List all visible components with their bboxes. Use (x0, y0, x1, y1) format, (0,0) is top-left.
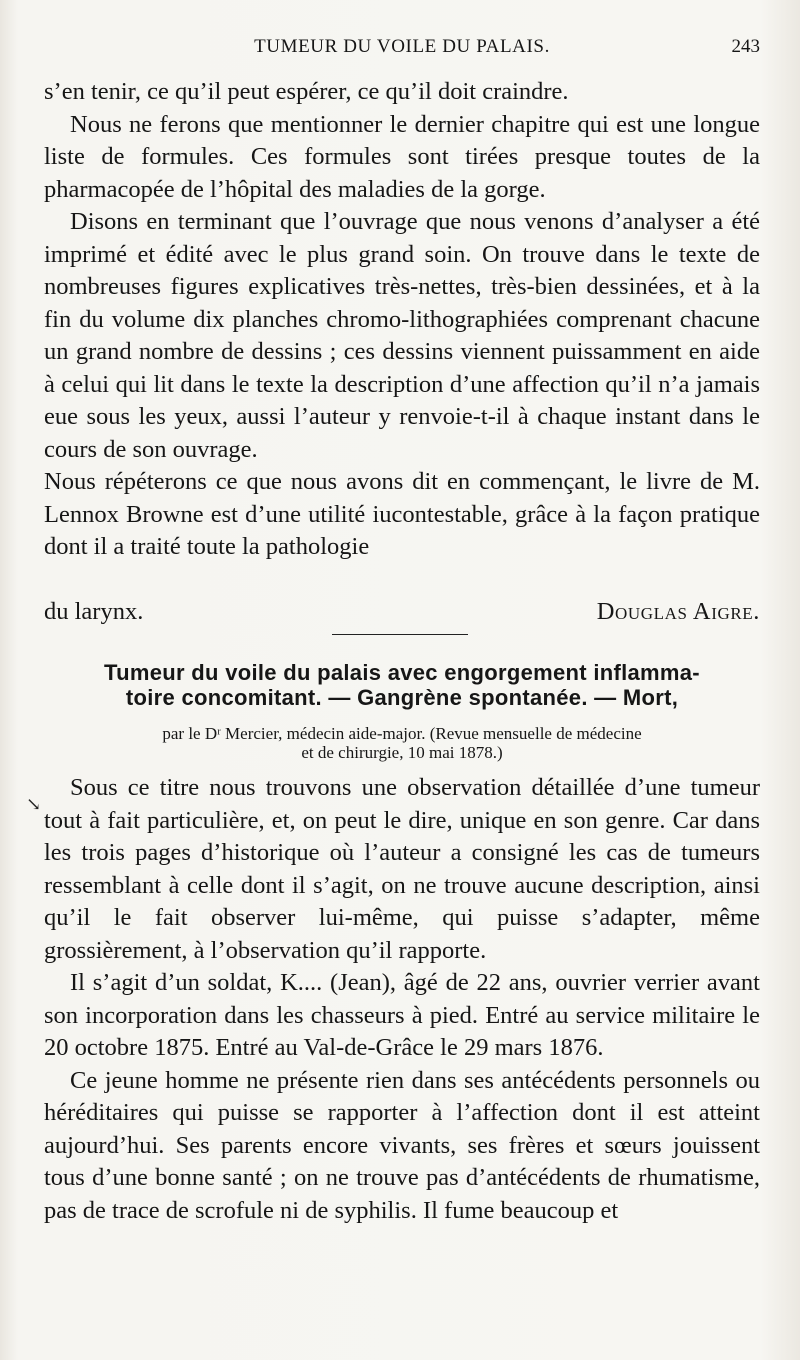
article-title (44, 660, 760, 710)
author-signature: Douglas Aigre. (596, 598, 760, 625)
paragraph: Disons en terminant que l’ouvrage que nous venons d’analyser a été imprimé et édité avec le plus grand soin. On trouve dans le texte de nombreuses figures explicatives très-nettes, très-bien dessinées, et à la fin du volume dix planches chromo-lithographiées comprenant chacune un grand nombre de dessins ; ces dessins viennent puissamment en aide à celui qui lit dans le texte la description d’une affection qu’il n’a jamais eue sous les yeux, aussi l’auteur y renvoie-t-il à chaque instant dans le cours de son ouvrage. (44, 208, 760, 463)
review-conclusion (44, 76, 760, 564)
page-number: 243 (731, 36, 760, 57)
article-body (44, 772, 760, 1227)
paragraph: Nous ne ferons que mentionner le dernier chapitre qui est une longue liste de formules. Ces formules sont tirées presque toutes de la pharmacopée de l’hôpital des maladies de la gorge. (44, 110, 760, 203)
title-line: Tumeur du voile du palais avec engorgement inflamma- (104, 660, 700, 685)
paragraph-end: du larynx. (44, 598, 144, 625)
byline-line: et de chirurgie, 10 mai 1878.) (301, 743, 503, 762)
paragraph: Il s’agit d’un soldat, K.... (Jean), âgé de 22 ans, ouvrier verrier avant son incorporation dans les chasseurs à pied. Entré au service militaire le 20 octobre 1875. Entré au Val-de-Grâce le 29 mars 1876. (44, 969, 760, 1061)
paragraph: s’en tenir, ce qu’il peut espérer, ce qu’il doit craindre. (44, 78, 569, 105)
paragraph: Nous répéterons ce que nous avons dit en commençant, le livre de M. Lennox Browne est d’une utilité iucontestable, grâce à la façon pratique dont il a traité toute la pathologie (44, 468, 760, 560)
article-byline (44, 724, 760, 762)
page-header (44, 36, 760, 66)
running-title: TUMEUR DU VOILE DU PALAIS. (254, 36, 550, 57)
title-line: toire concomitant. — Gangrène spontanée. — Mort, (125, 685, 679, 710)
signature-line (44, 598, 760, 632)
margin-mark-icon: ↘ (26, 794, 42, 815)
paragraph: Ce jeune homme ne présente rien dans ses antécédents personnels ou héréditaires qui puisse se rapporter à l’affection dont il est atteint aujourd’hui. Ses parents encore vivants, ses frères et sœurs jouissent tous d’une bonne santé ; on ne trouve pas d’antécédents de rhumatisme, pas de trace de scrofule ni de syphilis. Il fume beaucoup et (44, 1066, 760, 1224)
paragraph: Sous ce titre nous trouvons une observation détaillée d’une tumeur tout à fait particulière, et, on peut le dire, unique en son genre. Car dans les trois pages d’historique où l’auteur a consigné les cas de tumeurs ressemblant à celle dont il s’agit, on ne trouve aucune description, ainsi qu’il le fait observer lui-même, qui puisse s’adapter, même grossièrement, à l’observation qu’il rapporte. (44, 774, 760, 964)
section-divider (332, 634, 468, 635)
byline-line: par le Dʳ Mercier, médecin aide-major. (Revue mensuelle de médecine (162, 724, 642, 743)
